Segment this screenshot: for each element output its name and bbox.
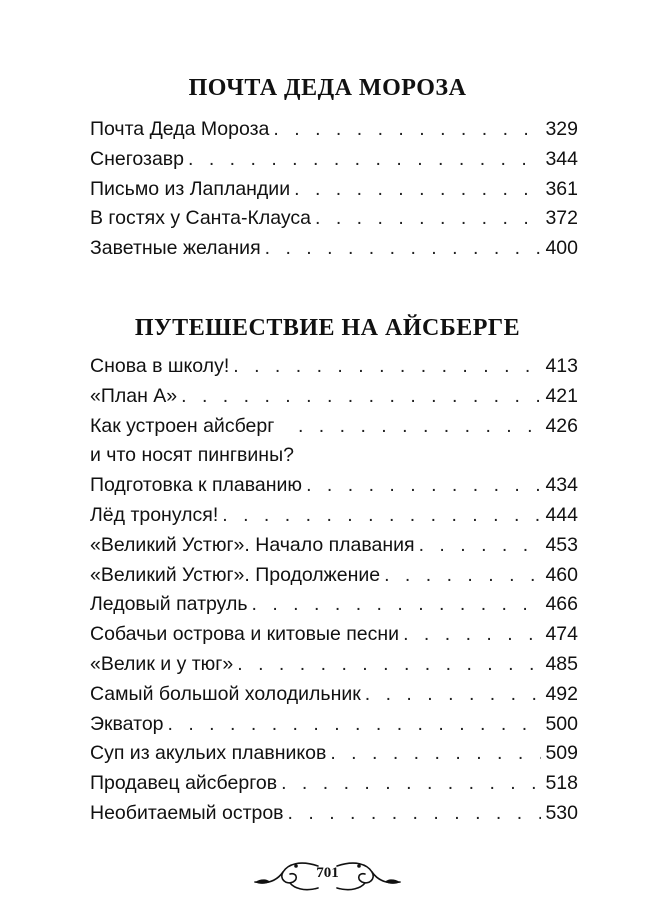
dot-leader: [288, 799, 542, 829]
toc-entry-title: Почта Деда Мороза: [90, 118, 270, 140]
toc-entry-page: 466: [545, 593, 578, 616]
toc-entry-page: 500: [545, 712, 578, 735]
toc-entry-page: 492: [545, 682, 578, 705]
toc-entry-title: Как устроен айсберг и что носят пингвины?: [90, 414, 294, 467]
dot-leader: [222, 501, 541, 531]
dot-leader: [294, 175, 541, 205]
toc-entry[interactable]: [90, 739, 578, 769]
toc-entry-page: 530: [545, 801, 578, 824]
dot-leader: [265, 234, 542, 264]
dot-leader: [233, 352, 541, 382]
dot-leader: [419, 531, 542, 561]
toc-entry-title: Собачьи острова и китовые песни: [90, 623, 400, 646]
toc-entry-title: «План А»: [90, 384, 178, 407]
toc-entry[interactable]: [90, 115, 578, 145]
toc-entry-page: 400: [545, 237, 578, 260]
dot-leader: [188, 145, 541, 175]
toc-entry[interactable]: [90, 620, 578, 650]
toc-entry-title: Письмо из Лапландии: [90, 177, 291, 200]
toc-entry[interactable]: [90, 352, 578, 382]
dot-leader: [168, 710, 542, 740]
section-title: ПУТЕШЕСТВИЕ НА АЙСБЕРГЕ: [134, 315, 521, 341]
dot-leader: [365, 680, 542, 710]
toc-entry-page: 474: [545, 623, 578, 646]
toc-entry[interactable]: [90, 234, 578, 264]
toc-entry-title: «Велик и у тюг»: [90, 652, 234, 675]
toc-entry-page: 413: [545, 355, 578, 377]
page-number: 701: [316, 865, 339, 881]
dot-leader: [181, 382, 541, 412]
toc-entry-title: Ледовый патруль: [90, 593, 248, 616]
toc-entry[interactable]: [90, 382, 578, 412]
toc-entry[interactable]: [90, 471, 578, 501]
toc-list: [90, 115, 578, 264]
dot-leader: [384, 561, 541, 591]
toc-entry-title: Подготовка к плаванию: [90, 474, 303, 497]
dot-leader: [298, 412, 542, 442]
toc-entry[interactable]: [90, 204, 578, 234]
toc-list: [90, 352, 578, 829]
dot-leader: [315, 204, 541, 234]
toc-entry-title: «Великий Устюг». Начало плавания: [90, 533, 415, 556]
dot-leader: [237, 650, 541, 680]
toc-entry-title: Снова в школу!: [90, 355, 230, 377]
toc-entry-title: Суп из акульих плавников: [90, 742, 327, 765]
dot-leader: [252, 590, 542, 620]
toc-entry-title: Самый большой холодильник: [90, 682, 361, 705]
toc-entry-title: Экватор: [90, 712, 164, 735]
toc-entry-page: 518: [545, 772, 578, 795]
toc-entry[interactable]: [90, 590, 578, 620]
dot-leader: [403, 620, 541, 650]
toc-entry-page: 361: [545, 177, 578, 200]
toc-entry-page: 372: [545, 207, 578, 230]
toc-entry-title: Заветные желания: [90, 237, 261, 260]
toc-entry[interactable]: [90, 501, 578, 531]
toc-entry-page: 444: [545, 503, 578, 526]
toc-entry[interactable]: [90, 769, 578, 799]
toc-entry-page: 509: [545, 742, 578, 765]
toc-entry-page: 344: [545, 147, 578, 170]
toc-entry-page: 421: [545, 384, 578, 407]
toc-entry[interactable]: [90, 145, 578, 175]
dot-leader: [281, 769, 541, 799]
page-footer: [0, 858, 655, 894]
toc-entry-title: Необитаемый остров: [90, 801, 284, 824]
toc-entry[interactable]: [90, 175, 578, 205]
toc-entry-title: «Великий Устюг». Продолжение: [90, 563, 381, 586]
toc-entry-page: 453: [545, 533, 578, 556]
toc-entry-title: В гостях у Санта-Клауса: [90, 207, 311, 230]
toc-entry[interactable]: [90, 680, 578, 710]
toc-entry[interactable]: [90, 561, 578, 591]
toc-entry[interactable]: [90, 710, 578, 740]
toc-entry-title: Снегозавр: [90, 147, 184, 170]
toc-entry[interactable]: [90, 531, 578, 561]
toc-entry-page: 485: [545, 652, 578, 675]
toc-entry-page: 434: [545, 474, 578, 497]
section-title: ПОЧТА ДЕДА МОРОЗА: [188, 75, 467, 101]
toc-entry[interactable]: [90, 799, 578, 829]
toc-entry-title: Лёд тронулся!: [90, 503, 219, 526]
toc-entry-page: 329: [545, 118, 578, 140]
toc-entry[interactable]: [90, 412, 578, 472]
toc-entry-title: Продавец айсбергов: [90, 772, 278, 795]
dot-leader: [330, 739, 541, 769]
dot-leader: [273, 115, 541, 145]
dot-leader: [306, 471, 541, 501]
toc-entry-page: 426: [545, 414, 578, 437]
toc-entry[interactable]: [90, 650, 578, 680]
toc-entry-page: 460: [545, 563, 578, 586]
